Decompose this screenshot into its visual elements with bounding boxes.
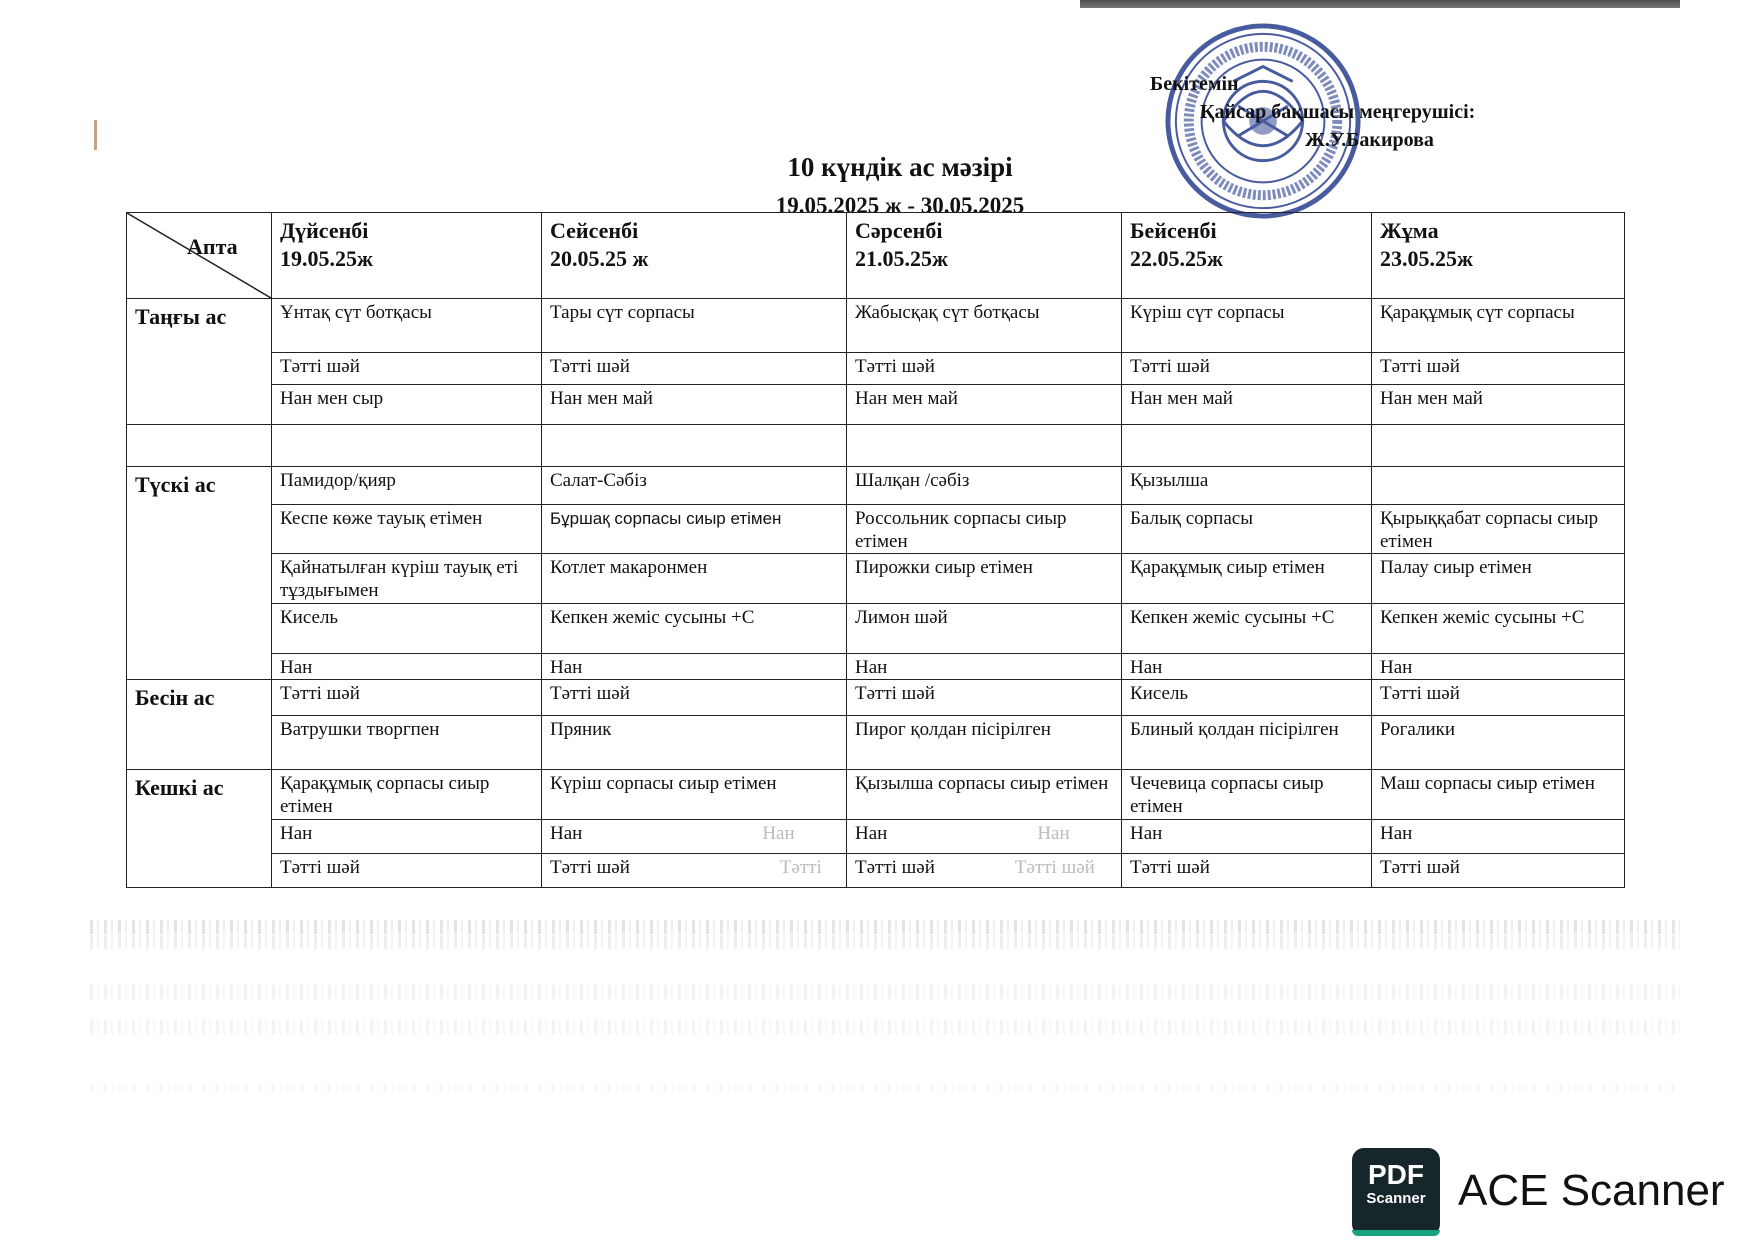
day-header-thursday: Бейсенбі 22.05.25ж — [1122, 213, 1372, 299]
empty-cell — [272, 425, 542, 467]
document-period: 19.05.2025 ж - 30.05.2025 — [775, 193, 1025, 218]
scan-noise-band — [90, 935, 1680, 949]
menu-cell: Нан мен май — [1372, 385, 1625, 425]
menu-cell: Қызылша — [1122, 467, 1372, 505]
menu-cell: Тәтті шәй — [1122, 854, 1372, 888]
approval-line-position: Қайсар бақшасы меңгерушісі: — [1200, 101, 1476, 123]
menu-cell: Тәтті шәй — [542, 353, 847, 385]
menu-cell: Қайнатылған күріш тауық еті тұздығымен — [272, 554, 542, 604]
empty-cell — [847, 425, 1122, 467]
menu-cell: Нан — [1122, 654, 1372, 680]
menu-cell: Ұнтақ сүт ботқасы — [272, 299, 542, 353]
meal-label-lunch: Түскі ас — [127, 467, 272, 680]
empty-cell — [1372, 425, 1625, 467]
menu-cell: Палау сиыр етімен — [1372, 554, 1625, 604]
menu-cell: Шалқан /сәбіз — [847, 467, 1122, 505]
menu-cell: Кеспе көже тауық етімен — [272, 505, 542, 554]
table-row — [127, 854, 1625, 888]
day-header-tuesday: Сейсенбі 20.05.25 ж — [542, 213, 847, 299]
ghost-text: Нан — [762, 823, 795, 844]
meal-label-breakfast: Таңғы ас — [127, 299, 272, 425]
menu-cell: Жабысқақ сүт ботқасы — [847, 299, 1122, 353]
menu-cell: Тәтті шәй — [1372, 680, 1625, 716]
menu-cell: Тары сүт сорпасы — [542, 299, 847, 353]
approval-line-name: Ж.У.Бакирова — [1305, 129, 1434, 151]
scan-noise-band — [90, 1085, 1680, 1091]
menu-cell: Қызылша сорпасы сиыр етімен — [847, 770, 1122, 820]
menu-cell: Нан Нан — [542, 820, 847, 854]
menu-cell: Салат-Сәбіз — [542, 467, 847, 505]
menu-cell: Қарақұмық сиыр етімен — [1122, 554, 1372, 604]
scan-noise-band — [90, 1020, 1680, 1034]
menu-cell: Кисель — [272, 604, 542, 654]
menu-cell: Нан — [847, 654, 1122, 680]
table-row — [127, 604, 1625, 654]
menu-cell: Балық сорпасы — [1122, 505, 1372, 554]
logo-accent-bar — [1352, 1230, 1440, 1236]
menu-cell: Кепкен жеміс сусыны +С — [542, 604, 847, 654]
table-row — [127, 770, 1625, 820]
day-header-friday: Жұма 23.05.25ж — [1372, 213, 1625, 299]
menu-cell: Чечевица сорпасы сиыр етімен — [1122, 770, 1372, 820]
menu-cell — [1372, 467, 1625, 505]
menu-cell: Рогалики — [1372, 716, 1625, 770]
menu-cell: Тәтті шәй — [1122, 353, 1372, 385]
table-row — [127, 353, 1625, 385]
menu-cell: Тәтті шәй — [1372, 854, 1625, 888]
meal-label-dinner: Кешкі ас — [127, 770, 272, 888]
menu-cell: Нан мен май — [847, 385, 1122, 425]
menu-cell: Котлет макаронмен — [542, 554, 847, 604]
menu-cell: Нан — [1372, 820, 1625, 854]
empty-cell — [1122, 425, 1372, 467]
logo-text-scanner: Scanner — [1366, 1190, 1426, 1207]
menu-cell: Тәтті шәй Тәтті шәй — [847, 854, 1122, 888]
empty-cell — [542, 425, 847, 467]
menu-cell: Памидор/қияр — [272, 467, 542, 505]
menu-cell: Лимон шәй — [847, 604, 1122, 654]
corner-label: Апта — [187, 234, 238, 259]
menu-cell: Тәтті шәй — [1372, 353, 1625, 385]
menu-cell: Күріш сорпасы сиыр етімен — [542, 770, 847, 820]
menu-cell: Пирог қолдан пісірілген — [847, 716, 1122, 770]
table-row — [127, 299, 1625, 353]
menu-cell: Қырыққабат сорпасы сиыр етімен — [1372, 505, 1625, 554]
menu-cell: Нан Нан — [847, 820, 1122, 854]
menu-cell: Қарақұмық сорпасы сиыр етімен — [272, 770, 542, 820]
scanner-brand-name: ACE Scanner — [1458, 1166, 1725, 1215]
menu-cell: Пирожки сиыр етімен — [847, 554, 1122, 604]
menu-cell: Нан — [1372, 654, 1625, 680]
menu-cell: Кепкен жеміс сусыны +С — [1122, 604, 1372, 654]
menu-cell: Қарақұмық сүт сорпасы — [1372, 299, 1625, 353]
menu-cell: Нан — [272, 654, 542, 680]
menu-cell: Ватрушки творгпен — [272, 716, 542, 770]
logo-text-pdf: PDF — [1368, 1159, 1424, 1190]
ghost-text: Нан — [1037, 823, 1070, 844]
ghost-text: Тәтті — [779, 857, 822, 878]
day-header-wednesday: Сәрсенбі 21.05.25ж — [847, 213, 1122, 299]
ghost-text: Тәтті шәй — [1014, 857, 1095, 878]
menu-cell: Нан мен май — [1122, 385, 1372, 425]
table-row — [127, 385, 1625, 425]
menu-cell: Тәтті шәй — [847, 353, 1122, 385]
scan-noise-band — [90, 920, 1680, 934]
table-row-empty — [127, 425, 1625, 467]
approval-block — [1150, 70, 1630, 160]
menu-cell: Бұршақ сорпасы сиыр етімен — [542, 505, 847, 554]
approval-line-approve: Бекітемін — [1150, 73, 1239, 95]
menu-cell: Маш сорпасы сиыр етімен — [1372, 770, 1625, 820]
table-header-row — [127, 213, 1625, 299]
meal-label-snack: Бесін ас — [127, 680, 272, 770]
table-row — [127, 820, 1625, 854]
menu-cell: Нан — [542, 654, 847, 680]
menu-cell: Күріш сүт сорпасы — [1122, 299, 1372, 353]
menu-cell: Россольник сорпасы сиыр етімен — [847, 505, 1122, 554]
table-row — [127, 654, 1625, 680]
corner-cell — [127, 213, 272, 299]
table-row — [127, 716, 1625, 770]
menu-cell: Нан — [272, 820, 542, 854]
empty-cell — [127, 425, 272, 467]
pdf-scanner-logo-icon — [1352, 1148, 1440, 1236]
menu-cell: Нан мен сыр — [272, 385, 542, 425]
scan-mark — [94, 120, 97, 150]
menu-cell: Нан мен май — [542, 385, 847, 425]
menu-cell: Блиный қолдан пісірілген — [1122, 716, 1372, 770]
table-row — [127, 680, 1625, 716]
menu-cell: Кепкен жеміс сусыны +С — [1372, 604, 1625, 654]
menu-table — [126, 212, 1625, 888]
menu-cell: Тәтті шәй — [272, 353, 542, 385]
menu-cell: Пряник — [542, 716, 847, 770]
menu-cell: Тәтті шәй — [272, 680, 542, 716]
menu-cell: Тәтті шәй Тәтті — [542, 854, 847, 888]
scan-noise-band — [90, 985, 1680, 999]
menu-cell: Нан — [1122, 820, 1372, 854]
document-title: 10 күндік ас мәзірі — [787, 152, 1013, 182]
menu-cell: Тәтті шәй — [847, 680, 1122, 716]
menu-cell: Тәтті шәй — [272, 854, 542, 888]
table-row — [127, 467, 1625, 505]
menu-cell: Тәтті шәй — [542, 680, 847, 716]
menu-cell: Кисель — [1122, 680, 1372, 716]
table-row — [127, 554, 1625, 604]
day-header-monday: Дүйсенбі 19.05.25ж — [272, 213, 542, 299]
scan-top-band — [1080, 0, 1680, 8]
table-row — [127, 505, 1625, 554]
